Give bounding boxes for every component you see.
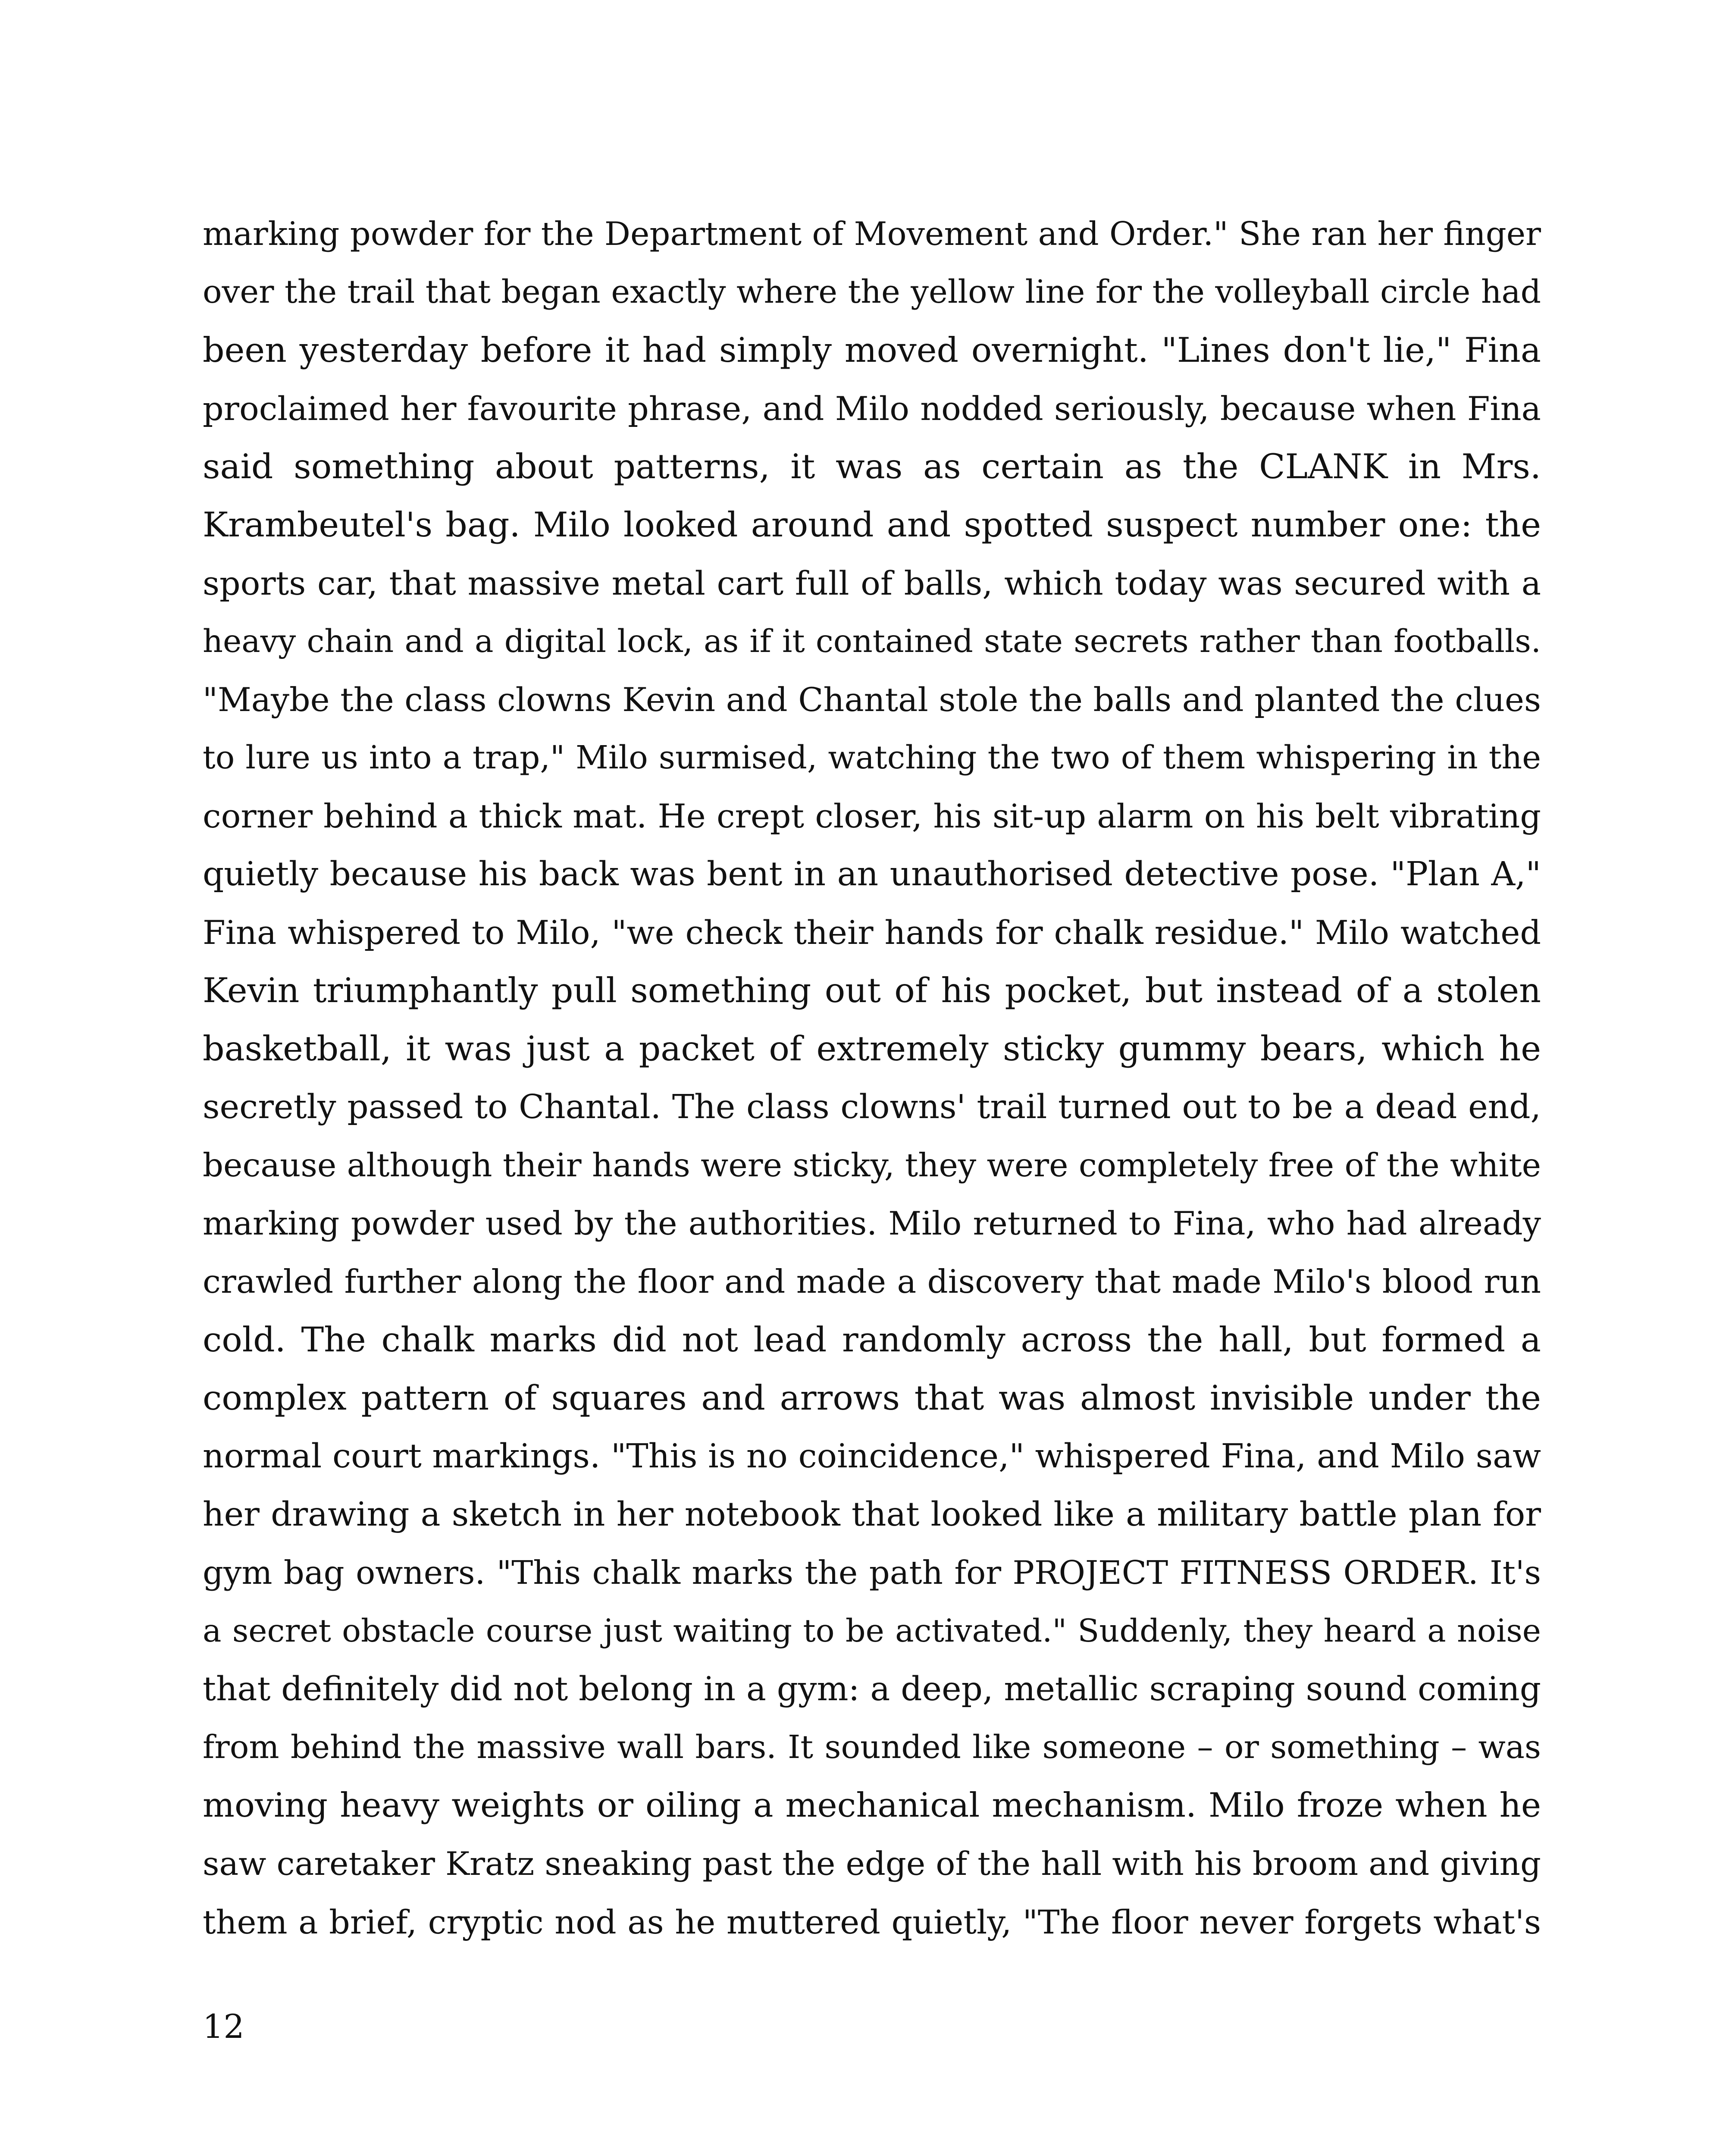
text-line: quietly because his back was bent in an unauthorised detective pose. "Plan A," <box>203 855 1541 893</box>
text-line: been yesterday before it had simply moved overnight. "Lines don't lie," Fina <box>203 330 1541 370</box>
page-number: 12 <box>203 2007 244 2046</box>
text-line: corner behind a thick mat. He crept closer, his sit-up alarm on his belt vibrating <box>203 797 1541 835</box>
text-line: to lure us into a trap," Milo surmised, watching the two of them whispering in the <box>203 739 1541 776</box>
text-line: normal court markings. "This is no coincidence," whispered Fina, and Milo saw <box>203 1437 1541 1476</box>
text-line: that definitely did not belong in a gym: a deep, metallic scraping sound coming <box>203 1670 1541 1708</box>
text-line: cold. The chalk marks did not lead randomly across the hall, but formed a <box>203 1320 1541 1360</box>
text-line: from behind the massive wall bars. It sounded like someone – or something – was <box>203 1729 1541 1766</box>
text-line: saw caretaker Kratz sneaking past the edge of the hall with his broom and giving <box>203 1845 1541 1883</box>
body-text <box>203 205 1541 1951</box>
text-line: heavy chain and a digital lock, as if it contained state secrets rather than footballs. <box>203 623 1541 660</box>
text-line: Krambeutel's bag. Milo looked around and spotted suspect number one: the <box>203 505 1541 545</box>
text-line: said something about patterns, it was as certain as the CLANK in Mrs. <box>203 447 1541 486</box>
text-line: them a brief, cryptic nod as he muttered quietly, "The floor never forgets what's <box>203 1903 1541 1941</box>
text-line: gym bag owners. "This chalk marks the path for PROJECT FITNESS ORDER. It's <box>203 1554 1541 1592</box>
text-line: because although their hands were sticky, they were completely free of the white <box>203 1146 1541 1184</box>
text-line: sports car, that massive metal cart full of balls, which today was secured with a <box>203 564 1541 602</box>
text-line: marking powder used by the authorities. Milo returned to Fina, who had already <box>203 1204 1541 1242</box>
text-line: her drawing a sketch in her notebook that looked like a military battle plan for <box>203 1495 1541 1534</box>
text-line: "Maybe the class clowns Kevin and Chantal stole the balls and planted the clues <box>203 680 1541 719</box>
text-line: Kevin triumphantly pull something out of his pocket, but instead of a stolen <box>203 971 1541 1010</box>
text-line: crawled further along the floor and made a discovery that made Milo's blood run <box>203 1263 1541 1300</box>
text-line: marking powder for the Department of Movement and Order." She ran her finger <box>203 215 1541 253</box>
text-line: proclaimed her favourite phrase, and Milo nodded seriously, because when Fina <box>203 389 1541 428</box>
text-line: over the trail that began exactly where the yellow line for the volleyball circle had <box>203 273 1541 310</box>
text-line: complex pattern of squares and arrows that was almost invisible under the <box>203 1378 1541 1418</box>
text-line: secretly passed to Chantal. The class clowns' trail turned out to be a dead end, <box>203 1088 1541 1126</box>
text-line: basketball, it was just a packet of extremely sticky gummy bears, which he <box>203 1029 1541 1069</box>
text-line: a secret obstacle course just waiting to be activated." Suddenly, they heard a noise <box>203 1613 1541 1649</box>
text-line: Fina whispered to Milo, "we check their hands for chalk residue." Milo watched <box>203 913 1541 952</box>
text-line: moving heavy weights or oiling a mechanical mechanism. Milo froze when he <box>203 1786 1541 1825</box>
